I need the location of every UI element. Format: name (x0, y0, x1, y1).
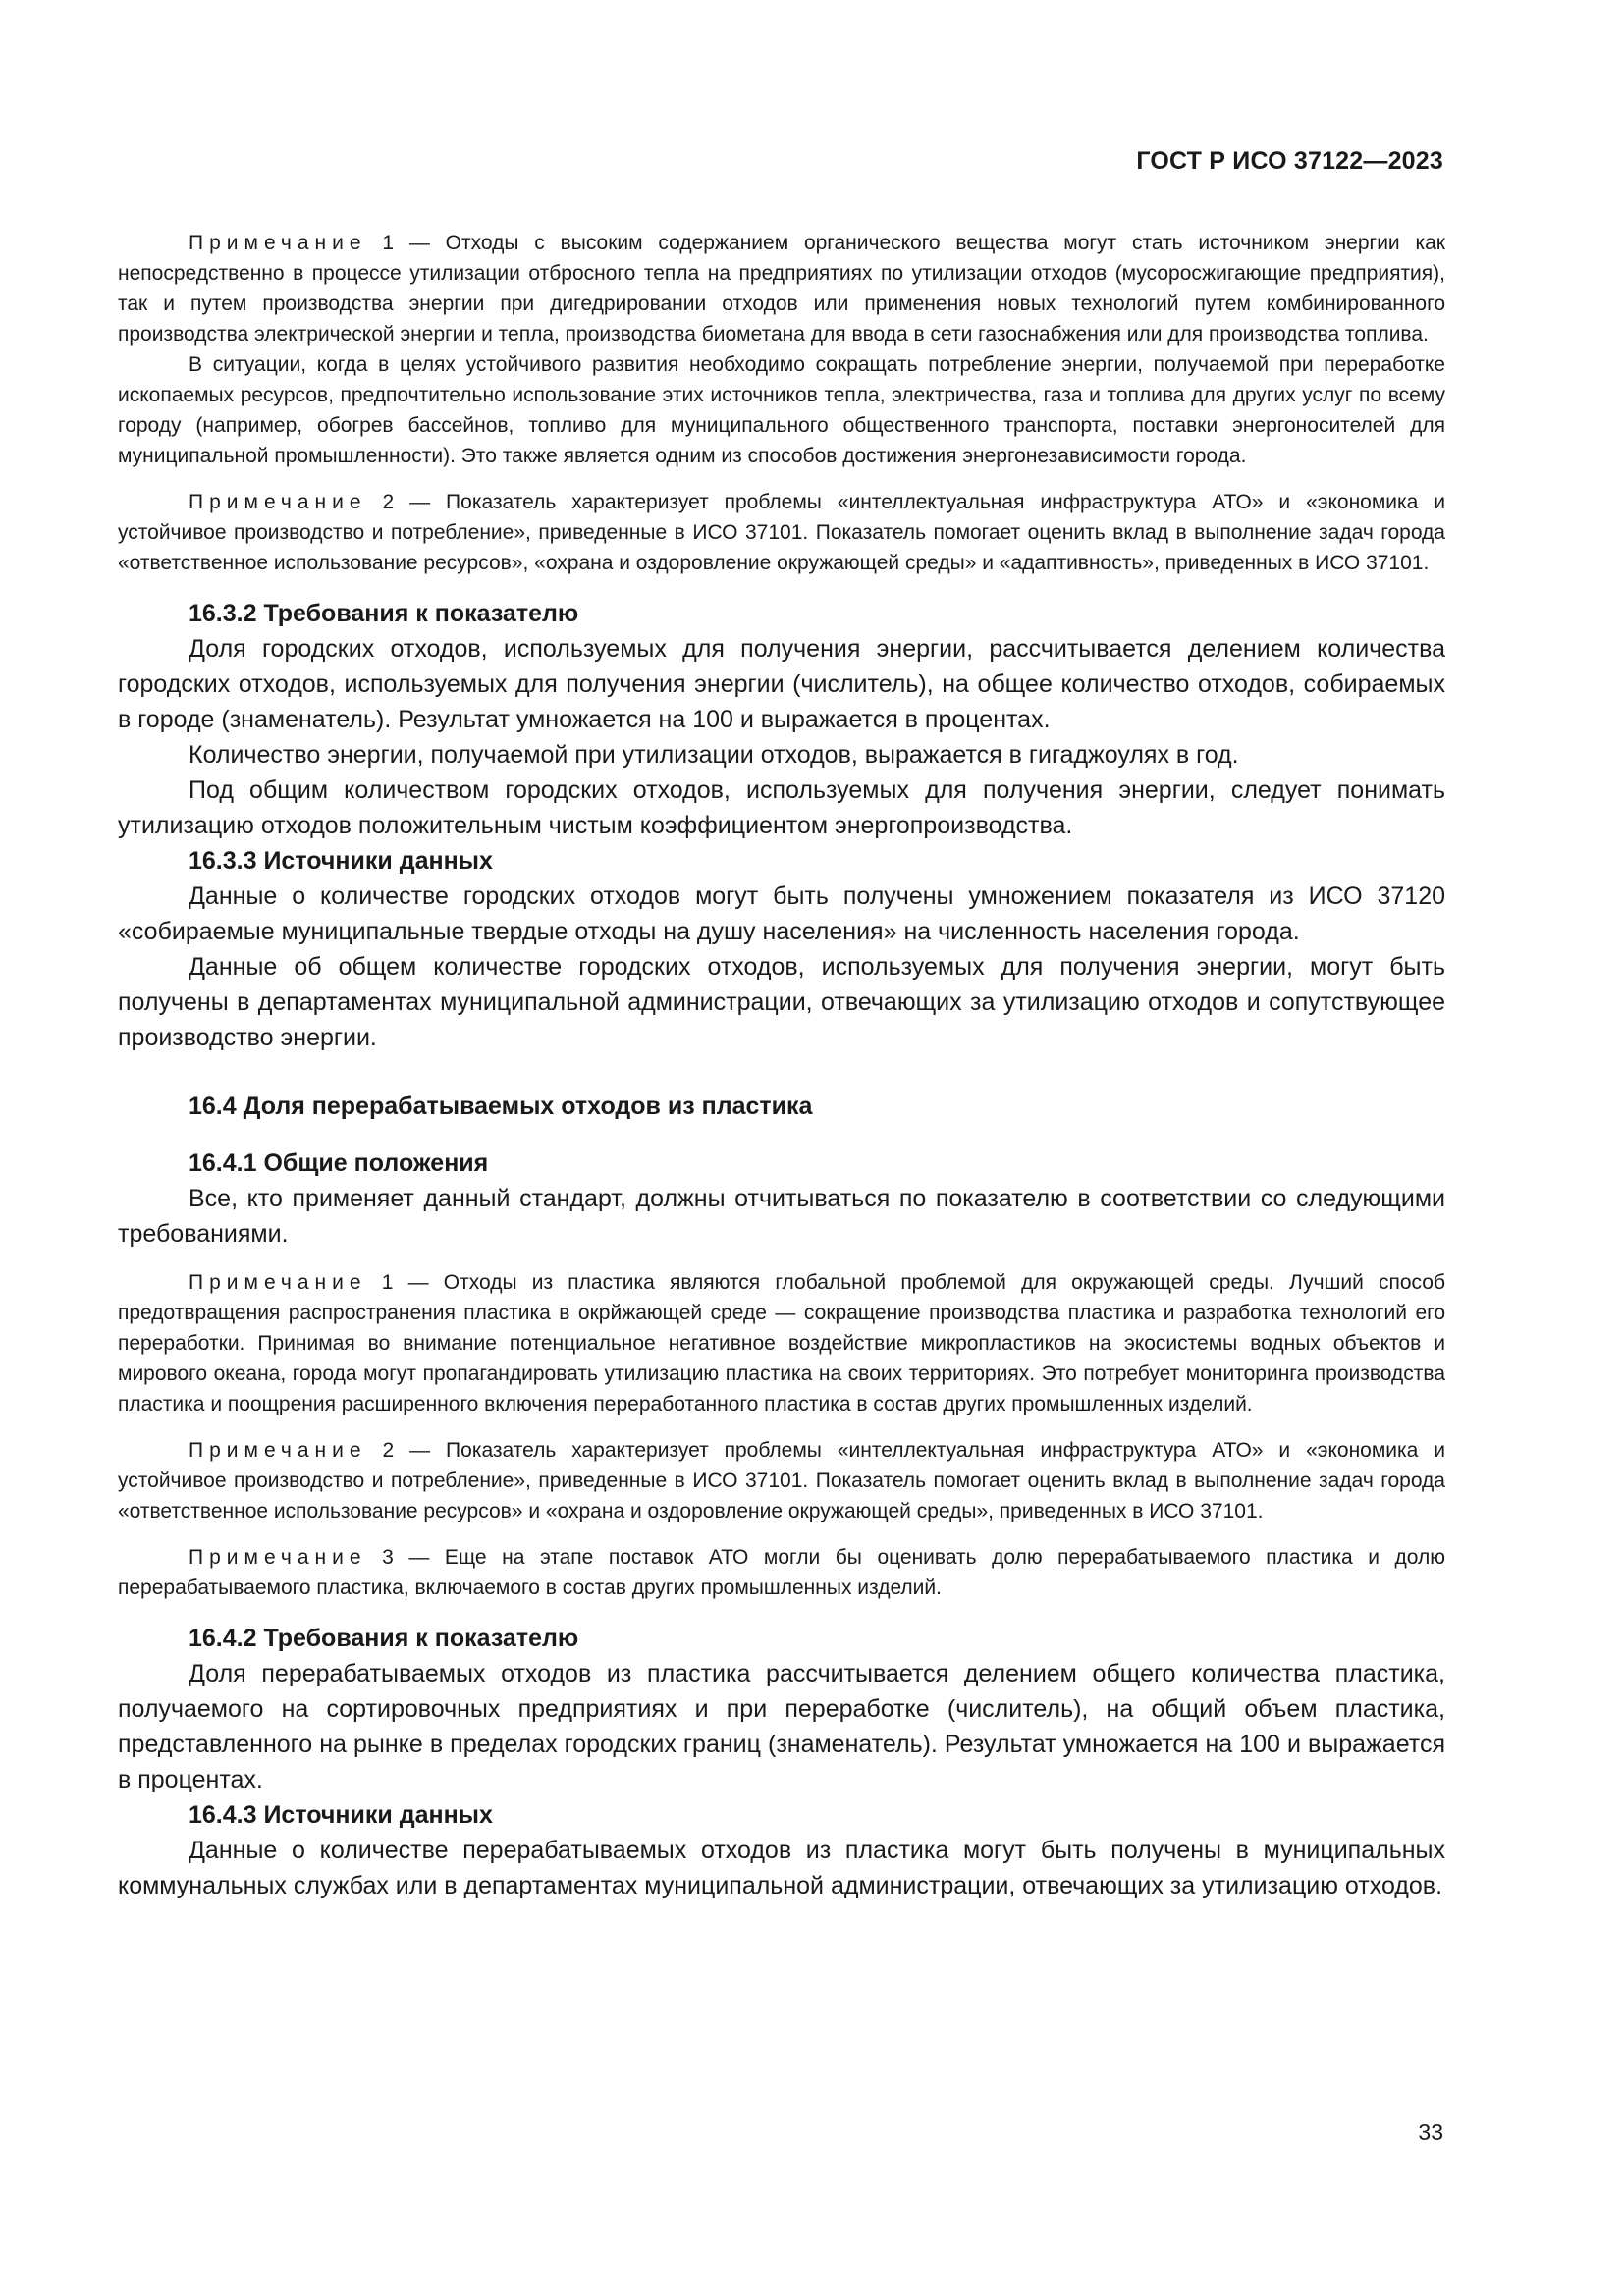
body-paragraph: Все, кто применяет данный стандарт, должны отчитываться по показателю в соответствии со следующими требованиями. (118, 1185, 1445, 1248)
page-number: 33 (1418, 2119, 1443, 2145)
note-text: — Показатель характеризует проблемы «интеллектуальная инфраструктура АТО» и «экономика и устойчивое производство и потребление», приведенные в ИСО 37101. Показатель помогает оценить вклад в выполнение задач города «ответственное использование ресурсов» и «охрана и оздоровление окружающей среды», приведенных в ИСО 37101. (118, 1439, 1445, 1522)
note-number: 1 (381, 1271, 394, 1294)
note-number: 1 (382, 232, 395, 254)
body-paragraph: Количество энергии, получаемой при утилизации отходов, выражается в гигаджоулях в год. (189, 741, 1239, 769)
body-paragraph: Под общим количеством городских отходов, используемых для получения энергии, следует понимать утилизацию отходов положительным чистым коэффициентом энергопроизводства. (118, 776, 1445, 839)
note-text: — Еще на этапе поставок АТО могли бы оценивать долю перерабатываемого пластика и долю перерабатываемого пластика, включаемого в состав других промышленных изделий. (118, 1546, 1445, 1599)
note-label: Примечание (189, 1271, 367, 1294)
standard-header: ГОСТ Р ИСО 37122—2023 (1136, 147, 1443, 175)
note-paragraph (118, 1267, 1445, 1419)
body-paragraph: Данные об общем количестве городских отходов, используемых для получения энергии, могут быть получены в департаментах муниципальной администрации, отвечающих за утилизацию отходов и сопутствующее производство энергии. (118, 953, 1445, 1051)
note-label: Примечание (189, 232, 367, 254)
note-paragraph (118, 228, 1445, 349)
body-paragraph: Данные о количестве городских отходов могут быть получены умножением показателя из ИСО 37120 «собираемые муниципальные твердые отходы на душу населения» на численность населения города. (118, 882, 1445, 945)
section-heading: 16.4.3 Источники данных (189, 1801, 493, 1829)
note-label: Примечание (189, 1439, 367, 1462)
document-body (118, 228, 1445, 1903)
note-continuation: В ситуации, когда в целях устойчивого развития необходимо сокращать потребление энергии, получаемой при переработке ископаемых ресурсов, предпочтительно использование этих источников тепла, электричества, газа и топлива для других услуг по всему городу (например, обогрев бассейнов, топливо для муниципального общественного транспорта, поставки энергоносителей для муниципальной промышленности). Это также является одним из способов достижения энергонезависимости города. (118, 353, 1445, 467)
body-paragraph: Данные о количестве перерабатываемых отходов из пластика могут быть получены в муниципальных коммунальных службах или в департаментах муниципальной администрации, отвечающих за утилизацию отходов. (118, 1837, 1445, 1899)
body-paragraph: Доля перерабатываемых отходов из пластика рассчитывается делением общего количества пластика, получаемого на сортировочных предприятиях и при переработке (числитель), на общий объем пластика, представленного на рынке в пределах городских границ (знаменатель). Результат умножается на 100 и выражается в процентах. (118, 1660, 1445, 1793)
body-paragraph: Доля городских отходов, используемых для получения энергии, рассчитывается делением количества городских отходов, используемых для получения энергии (числитель), на общее количество отходов, собираемых в городе (знаменатель). Результат умножается на 100 и выражается в процентах. (118, 635, 1445, 733)
note-paragraph (118, 1435, 1445, 1526)
section-heading: 16.3.3 Источники данных (189, 847, 493, 875)
note-text: — Показатель характеризует проблемы «интеллектуальная инфраструктура АТО» и «экономика и устойчивое производство и потребление», приведенные в ИСО 37101. Показатель помогает оценить вклад в выполнение задач города «ответственное использование ресурсов», «охрана и оздоровление окружающей среды» и «адаптивность», приведенных в ИСО 37101. (118, 491, 1445, 574)
section-heading: 16.4 Доля перерабатываемых отходов из пластика (189, 1093, 813, 1120)
section-heading: 16.4.1 Общие положения (189, 1149, 489, 1177)
note-paragraph (118, 487, 1445, 578)
note-number: 2 (382, 491, 395, 513)
note-label: Примечание (189, 1546, 367, 1569)
note-label: Примечание (189, 491, 367, 513)
note-number: 3 (382, 1546, 394, 1569)
section-heading: 16.4.2 Требования к показателю (189, 1625, 579, 1652)
section-heading: 16.3.2 Требования к показателю (189, 600, 579, 627)
note-text: — Отходы с высоким содержанием органического вещества могут стать источником энергии как непосредственно в процессе утилизации отбросного тепла на предприятиях по утилизации отходов (мусоросжигающие предприятия), так и путем производства энергии при дигедрировании отходов или применения новых технологий путем комбинированного производства электрической энергии и тепла, производства биометана для ввода в сети газоснабжения или для производства топлива. (118, 232, 1445, 346)
note-paragraph (118, 1542, 1445, 1603)
note-text: — Отходы из пластика являются глобальной проблемой для окружающей среды. Лучший способ предотвращения распространения пластика в окрйжающей среде — сокращение производства пластика и разработка технологий его переработки. Принимая во внимание потенциальное негативное воздействие микропластиков на экосистемы водных объектов и мирового океана, города могут пропагандировать утилизацию пластика на своих территориях. Это потребует мониторинга производства пластика и поощрения расширенного включения переработанного пластика в состав других промышленных изделий. (118, 1271, 1445, 1415)
note-number: 2 (382, 1439, 395, 1462)
